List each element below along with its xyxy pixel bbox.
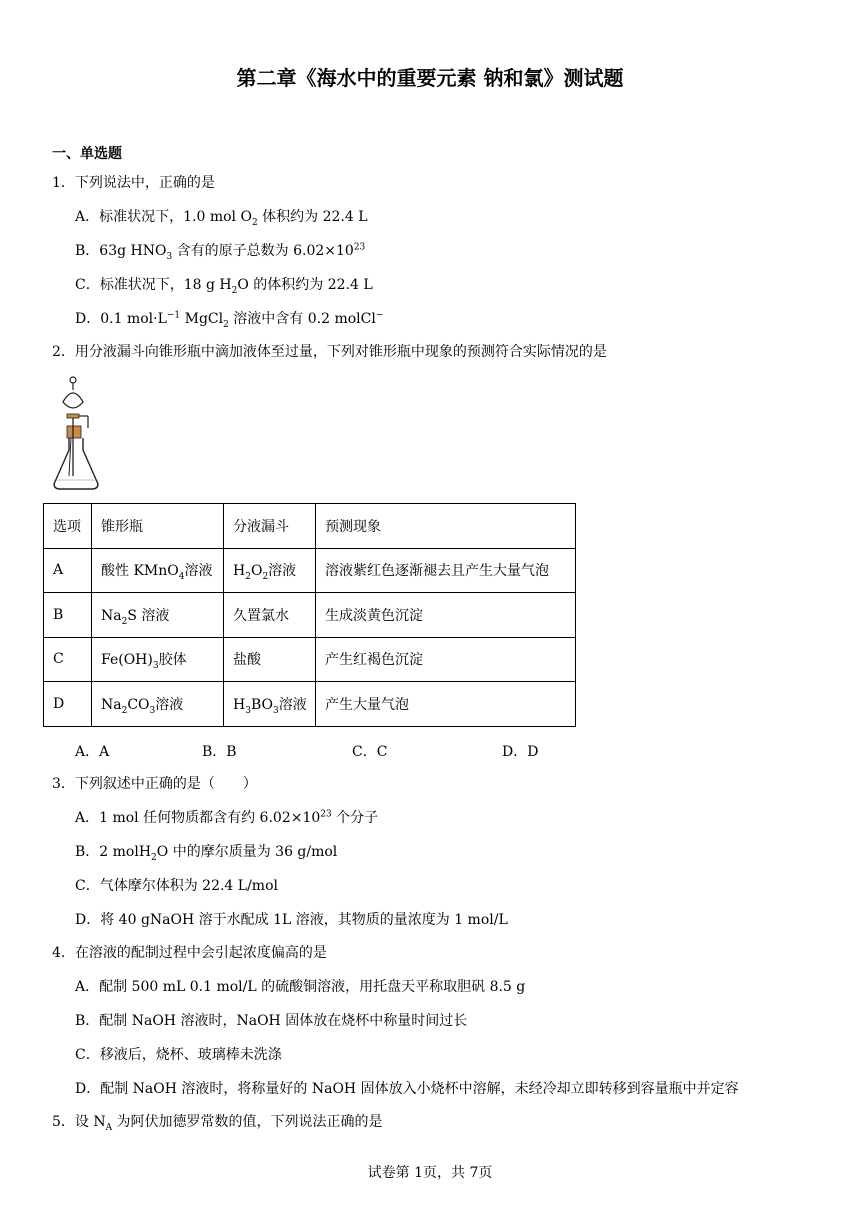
q3-option-b: B．2 molH$_2$O 中的摩尔质量为 36 g/mol (75, 844, 338, 863)
q2-choice-b: B．B (202, 744, 237, 760)
table-cell: A (44, 548, 92, 593)
table-cell: 产生大量气泡 (316, 682, 576, 727)
q1-option-c: C．标准状况下，18 g $H_2O$ 的体积约为 22.4 L (75, 277, 373, 296)
table-header-cell: 分液漏斗 (224, 504, 316, 549)
q2-choice-d: D．D (502, 744, 539, 760)
table-cell: 生成淡黄色沉淀 (316, 593, 576, 638)
question-3-stem: 3．下列叙述中正确的是（ ） (52, 776, 257, 792)
table-cell: 酸性 KMnO$_4$溶液 (92, 548, 224, 593)
q4-option-d: D．配制 NaOH 溶液时，将称量好的 NaOH 固体放入小烧杯中溶解，未经冷却立即转移到容量瓶中并定容 (75, 1081, 739, 1097)
question-5-stem: 5．设 $N_A$ 为阿伏加德罗常数的值，下列说法正确的是 (52, 1114, 383, 1133)
table-row (44, 593, 576, 638)
q1-option-d: D．0.1 $mol\cdot L^{-1}$ MgCl$_2$ 溶液中含有 0.2 molCl− (75, 310, 384, 330)
table-cell: 久置氯水 (224, 593, 316, 638)
table-header-cell: 锥形瓶 (92, 504, 224, 549)
q4-option-a: A．配制 500 mL 0.1 mol/L 的硫酸铜溶液，用托盘天平称取胆矾 8.5 g (75, 979, 526, 995)
table-cell: B (44, 593, 92, 638)
q3-option-a: A．1 mol 任何物质都含有约 $6.02\times 10^{23}$ 个分子 (75, 809, 379, 826)
table-header-row (44, 504, 576, 549)
table-cell: $H_2O_2$溶液 (224, 548, 316, 593)
table-cell: $H_3BO_3$溶液 (224, 682, 316, 727)
q1-option-b: B．63g $HNO_3$ 含有的原子总数为 $6.02\times 10^{23}$ (75, 242, 366, 262)
page-footer: 试卷第 1页，共 7页 (367, 1165, 493, 1181)
table-row (44, 637, 576, 682)
table-cell: 产生红褐色沉淀 (316, 637, 576, 682)
q4-option-b: B．配制 NaOH 溶液时，NaOH 固体放在烧杯中称量时间过长 (75, 1013, 468, 1029)
table-row (44, 682, 576, 727)
question-4-stem: 4．在溶液的配制过程中会引起浓度偏高的是 (52, 945, 327, 961)
question-2-stem: 2．用分液漏斗向锥形瓶中滴加液体至过量，下列对锥形瓶中现象的预测符合实际情况的是 (52, 344, 607, 360)
question-2-table (43, 503, 576, 727)
table-cell: $Na_2CO_3$溶液 (92, 682, 224, 727)
table-header-cell: 预测现象 (316, 504, 576, 549)
section-heading: 一、单选题 (52, 146, 122, 162)
q2-choice-a: A．A (75, 744, 110, 760)
q3-option-d: D．将 40 gNaOH 溶于水配成 1L 溶液，其物质的量浓度为 1 mol/L (75, 912, 508, 928)
table-cell: $Fe(OH)_3$胶体 (92, 637, 224, 682)
table-cell: 盐酸 (224, 637, 316, 682)
table-header-cell: 选项 (44, 504, 92, 549)
table-cell: $Na_2S$ 溶液 (92, 593, 224, 638)
table-cell: D (44, 682, 92, 727)
q4-option-c: C．移液后，烧杯、玻璃棒未洗涤 (75, 1047, 282, 1063)
table-row (44, 548, 576, 593)
q2-choice-c: C．C (352, 744, 388, 760)
q1-option-a: A．标准状况下，1.0 mol $O_2$ 体积约为 22.4 L (75, 209, 368, 228)
page-title: 第二章《海水中的重要元素 钠和氯》测试题 (236, 66, 624, 90)
table-cell: 溶液紫红色逐渐褪去且产生大量气泡 (316, 548, 576, 593)
question-1-stem: 1．下列说法中，正确的是 (52, 175, 215, 191)
q3-option-c: C．气体摩尔体积为 22.4 L/mol (75, 878, 278, 894)
table-cell: C (44, 637, 92, 682)
separatory-funnel-flask-diagram (48, 376, 110, 492)
